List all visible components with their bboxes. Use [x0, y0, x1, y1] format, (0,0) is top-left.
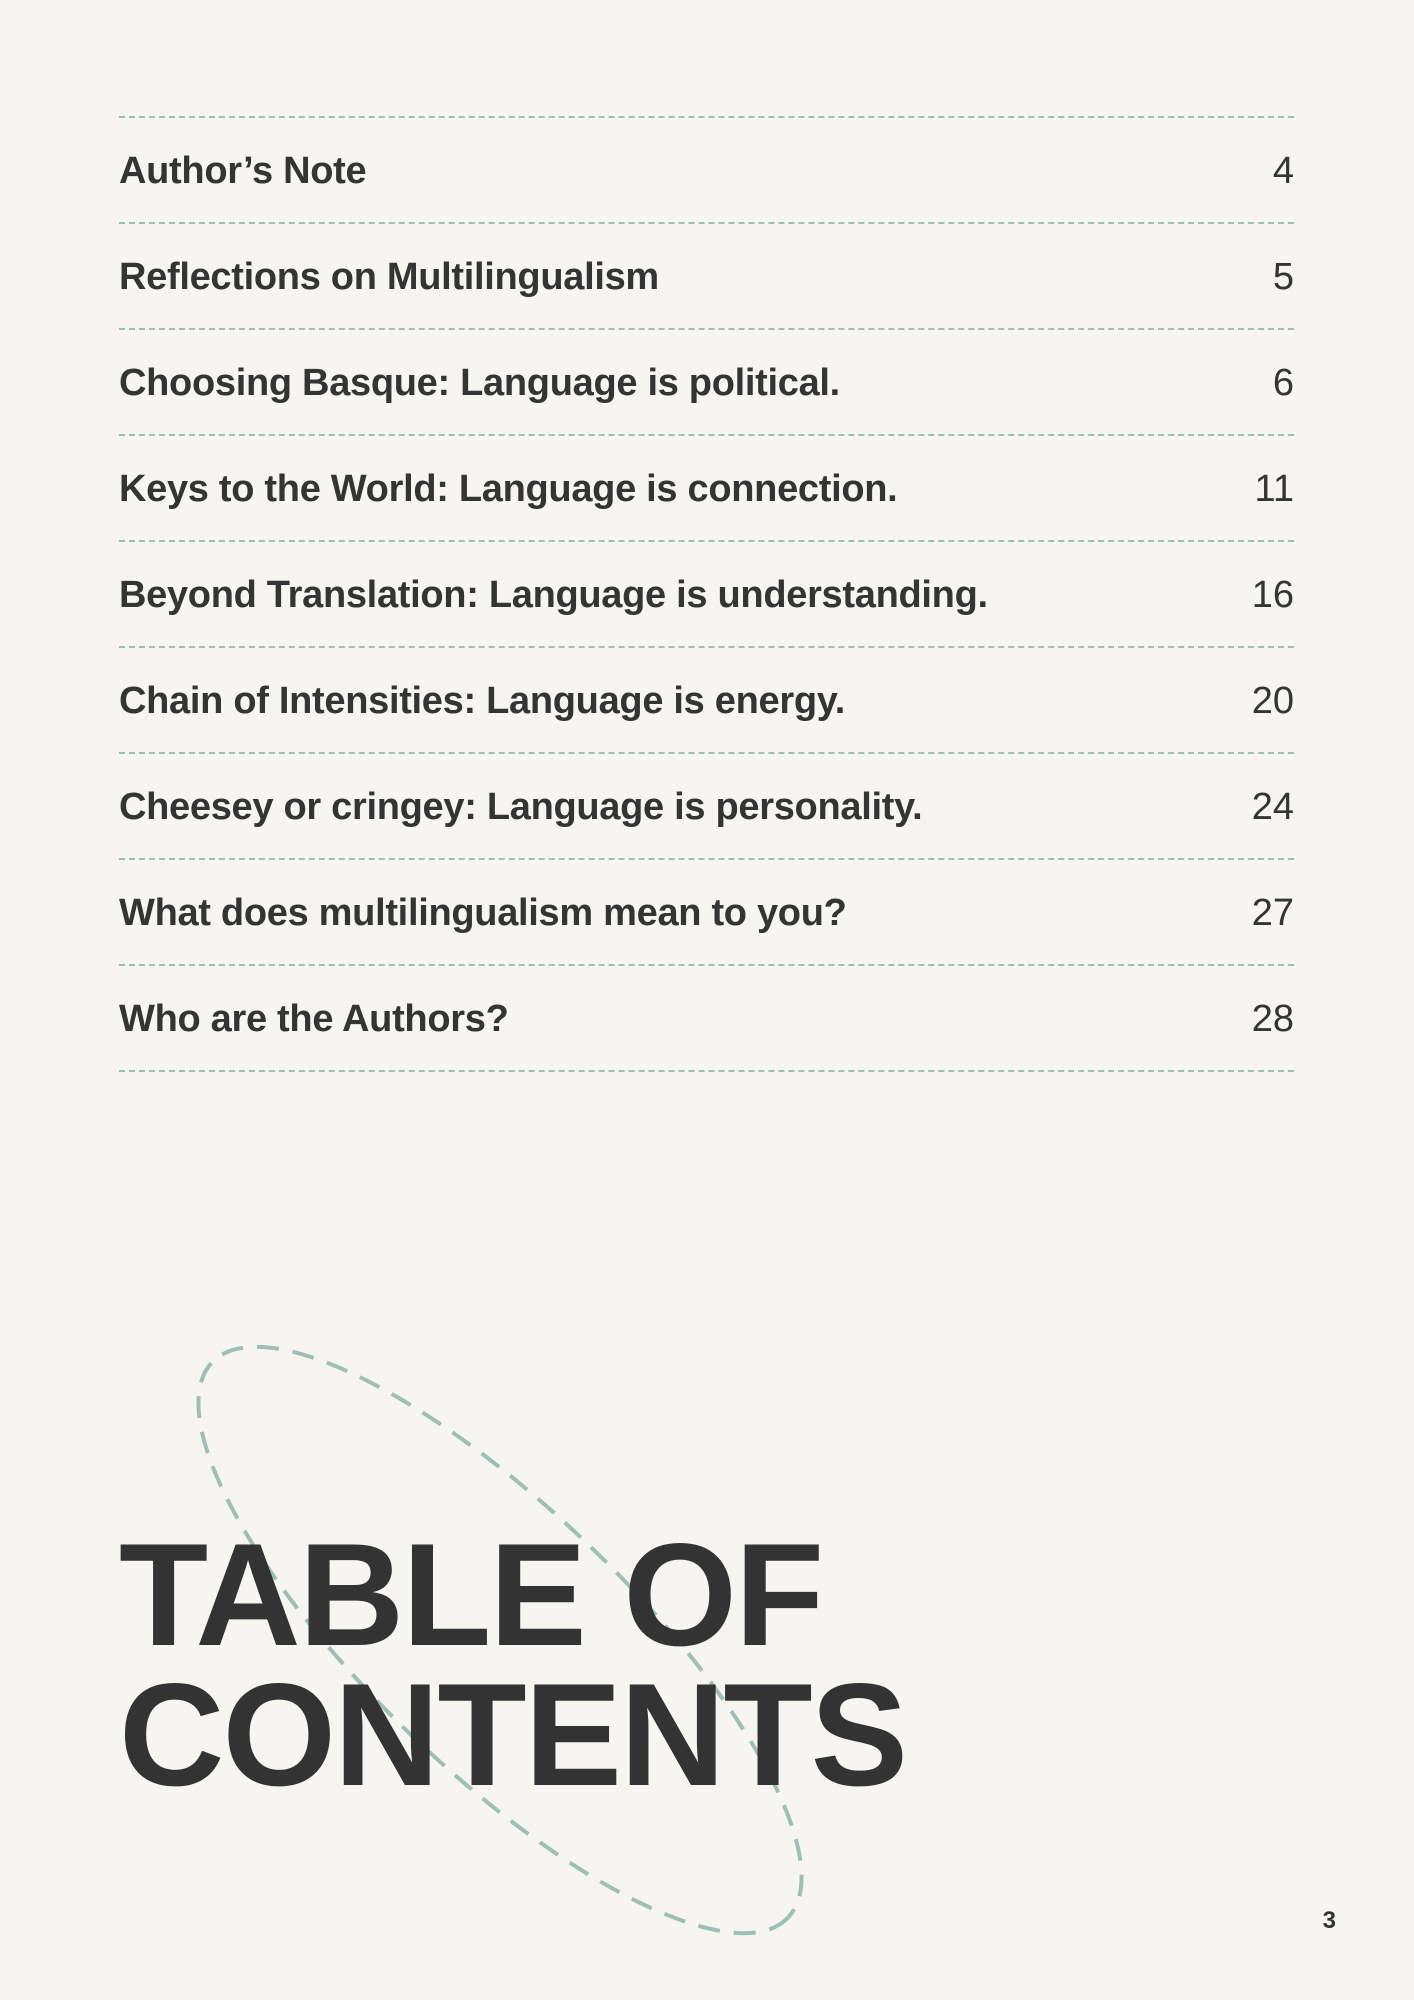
- toc-entry-page: 28: [1251, 997, 1294, 1040]
- toc-entry-title: Beyond Translation: Language is understanding.: [119, 573, 988, 616]
- toc-entry-keys-to-the-world[interactable]: [119, 436, 1294, 542]
- page-title-line-2: CONTENTS: [119, 1653, 906, 1816]
- toc-entry-authors-note[interactable]: [119, 118, 1294, 224]
- toc-entry-title: Keys to the World: Language is connection.: [119, 467, 898, 510]
- page-title-line-1: TABLE OF: [119, 1513, 823, 1676]
- toc-entry-cheesey-or-cringey[interactable]: [119, 754, 1294, 860]
- toc-entry-title: What does multilingualism mean to you?: [119, 891, 847, 934]
- page-number: 3: [1322, 1907, 1336, 1934]
- toc-entry-title: Author’s Note: [119, 149, 367, 192]
- toc-entry-page: 5: [1272, 255, 1294, 298]
- toc-entry-page: 24: [1251, 785, 1294, 828]
- toc-entry-title: Choosing Basque: Language is political.: [119, 361, 840, 404]
- toc-entry-page: 16: [1251, 573, 1294, 616]
- toc-entry-chain-of-intensities[interactable]: [119, 648, 1294, 754]
- toc-entry-what-does-multilingualism-mean[interactable]: [119, 860, 1294, 966]
- toc-entry-title: Reflections on Multilingualism: [119, 255, 659, 298]
- toc-entry-title: Who are the Authors?: [119, 997, 509, 1040]
- toc-entry-page: 6: [1272, 361, 1294, 404]
- toc-entry-page: 4: [1272, 149, 1294, 192]
- toc-entry-beyond-translation[interactable]: [119, 542, 1294, 648]
- toc-entry-who-are-the-authors[interactable]: [119, 966, 1294, 1072]
- toc-entry-title: Cheesey or cringey: Language is personality.: [119, 785, 923, 828]
- table-of-contents-list: [119, 116, 1294, 1072]
- toc-entry-reflections[interactable]: [119, 224, 1294, 330]
- page-title: [119, 1513, 906, 1816]
- toc-entry-choosing-basque[interactable]: [119, 330, 1294, 436]
- toc-entry-page: 27: [1251, 891, 1294, 934]
- toc-entry-page: 20: [1251, 679, 1294, 722]
- toc-entry-title: Chain of Intensities: Language is energy.: [119, 679, 846, 722]
- toc-entry-page: 11: [1254, 467, 1294, 510]
